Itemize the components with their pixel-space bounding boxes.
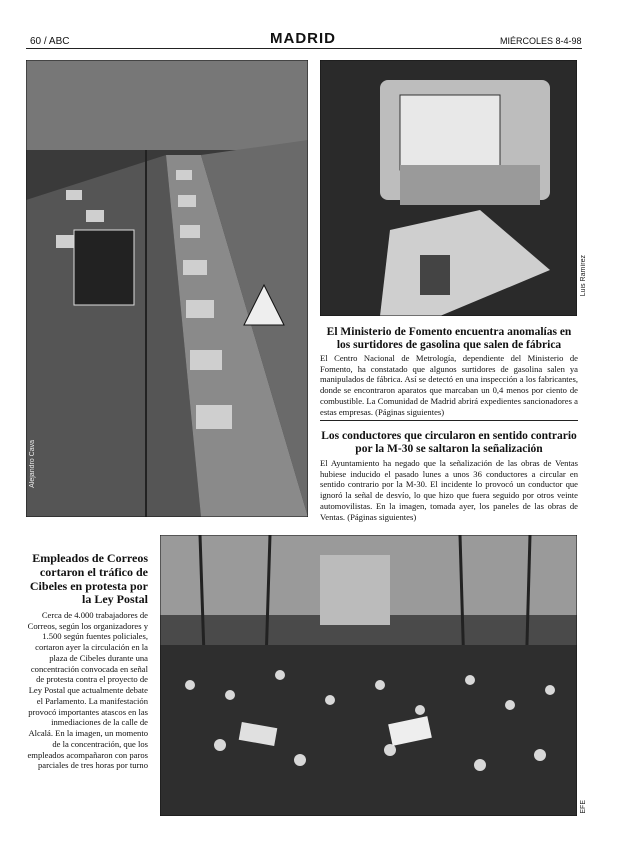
story-separator xyxy=(320,420,578,421)
fomento-body: El Centro Nacional de Metrología, dependiente del Ministerio de Fomento, ha constatado que algunos surtidores de gasolina salen ya manipulados de fábrica. Así se detectó en una inspección a los fabricantes, donde se encontraron aparatos que marcaban un 0,4 menos por ciento de combustible. La Comunidad de Madrid abrirá expedientes sancionadores a estas empresas. (Páginas siguientes) xyxy=(320,353,578,417)
protest-photo-illustration xyxy=(160,535,577,816)
fomento-headline: El Ministerio de Fomento encuentra anomalías en los surtidores de gasolina que salen de fábrica xyxy=(326,326,572,352)
correos-headline: Empleados de Correos cortaron el tráfico de Cibeles en protesta por la Ley Postal xyxy=(29,551,148,607)
traffic-photo xyxy=(26,60,308,517)
issue-date: MIÉRCOLES 8-4-98 xyxy=(500,36,582,46)
m30-headline: Los conductores que circularon en sentido contrario por la M-30 se saltaron la señalización xyxy=(321,430,577,456)
correos-body: Cerca de 4.000 trabajadores de Correos, según los organizadores y 1.500 según fuentes policiales, cortaron ayer la circulación en la plaza de Cibeles durante una concentración convocada en señal de protesta contra el proyecto de Ley Postal que actualmente debate el Parlamento. La manifestación provocó importantes atascos en las inmediaciones de la calle de Alcalá. En la imagen, un momento de la concentración, que los empleados acompañaron con paros parciales de tres horas por turno xyxy=(27,610,148,771)
m30-body: El Ayuntamiento ha negado que la señalización de las obras de Ventas hubiese inducido el pasado lunes a unos 36 conductores a circular en sentido contrario por la M-30. El incidente lo provocó un conductor que ignoró la señal de desvío, lo que hizo que fuera seguido por otros veinte automovilistas. En la imagen, tomada ayer, los paneles de las obras de Ventas. (Páginas siguientes) xyxy=(320,458,578,522)
gas-pump-photo-credit: Luis Ramírez xyxy=(580,255,587,297)
section-title: MADRID xyxy=(270,30,336,47)
protest-photo xyxy=(160,535,577,816)
gas-pump-photo xyxy=(320,60,577,316)
traffic-photo-illustration xyxy=(26,60,308,517)
page-number: 60 / ABC xyxy=(30,36,70,47)
gas-pump-photo-illustration xyxy=(320,60,577,316)
header-rule xyxy=(26,48,582,49)
traffic-photo-credit: Alejandro Cava xyxy=(29,440,36,488)
protest-photo-credit: EFE xyxy=(580,800,587,814)
